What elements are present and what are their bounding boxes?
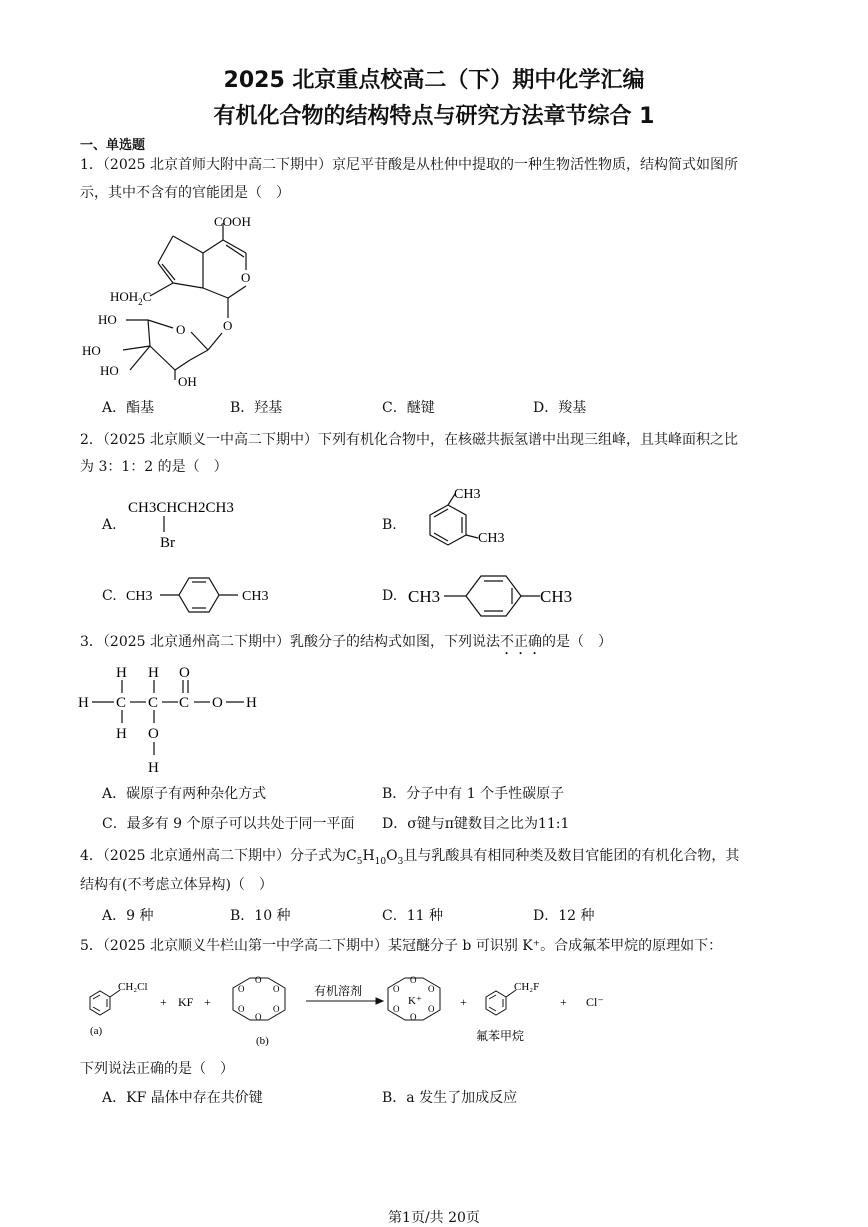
plus-2: +	[204, 995, 211, 1009]
page-subtitle: 有机化合物的结构特点与研究方法章节综合 1	[213, 104, 655, 129]
complex-o-3: O	[428, 984, 435, 994]
hoh2c-label: $HOH_2C$	[110, 289, 152, 307]
sugar-oxygen-label: O	[176, 322, 186, 337]
q4-option-a: A．9 种	[102, 908, 154, 924]
crown-o-3: O	[273, 984, 280, 994]
glycoside-oxygen-label: O	[223, 318, 233, 333]
complex-o-2: O	[410, 975, 417, 985]
k-plus-label: K⁺	[408, 995, 422, 1007]
q5-sub-stem: 下列说法正确的是（ ）	[80, 1061, 234, 1077]
q5-option-b: B．a 发生了加成反应	[382, 1090, 518, 1106]
plus-1: +	[160, 995, 167, 1009]
q3-option-b: B．分子中有 1 个手性碳原子	[382, 786, 565, 802]
q1-stem-line1: 1．（2025 北京首师大附中高二下期中）京尼平苷酸是从杜仲中提取的一种生物活性物质，结构简式如图所	[80, 157, 738, 173]
product-name-label: 氟苯甲烷	[476, 1029, 525, 1043]
c-3: C	[179, 695, 190, 711]
q5-reaction-scheme	[78, 962, 638, 1054]
q3-stem-pre: 3．（2025 北京通州高二下期中）乳酸分子的结构式如图，下列说法	[80, 634, 500, 650]
crown-o-2: O	[255, 975, 262, 985]
crown-b-label: (b)	[256, 1035, 269, 1047]
reactant-a-label: (a)	[90, 1025, 103, 1037]
q1-option-a: A．酯基	[102, 400, 155, 416]
q2-option-a-figure	[124, 492, 264, 552]
a-br: Br	[160, 535, 175, 551]
oh-label: OH	[178, 374, 197, 389]
ho-label-2: HO	[82, 343, 101, 358]
ho-label-1: HO	[98, 312, 117, 327]
q2-letter-a: A.	[102, 517, 117, 533]
q3-option-d: D．σ键与π键数目之比为11:1	[382, 816, 570, 832]
q1-structure-figure	[78, 208, 288, 393]
o-carbonyl: O	[179, 665, 190, 681]
q2-stem-line1: 2．（2025 北京顺义一中高二下期中）下列有机化合物中，在核磁共振氢谱中出现三组峰，且其峰面积之比	[80, 432, 738, 448]
q2-letter-b: B.	[382, 517, 397, 533]
q1-option-b: B．羟基	[230, 400, 283, 416]
b-ch3-right: CH3	[478, 531, 505, 546]
crown-o-5: O	[255, 1012, 262, 1022]
a-formula: CH3CHCH2CH3	[128, 500, 234, 516]
h-top-2: H	[148, 665, 159, 681]
h-left: H	[78, 695, 89, 711]
q3-option-a: A．碳原子有两种杂化方式	[102, 786, 267, 802]
cooh-label: COOH	[214, 214, 251, 229]
ho-label-3: HO	[100, 363, 119, 378]
h-top-1: H	[116, 665, 127, 681]
ch2f-label: CH₂F	[514, 981, 540, 993]
d-ch3-right: CH3	[540, 587, 573, 606]
o-acid: O	[212, 695, 223, 711]
q2-option-b-figure	[400, 482, 520, 562]
q3-stem-post: 的是（ ）	[542, 634, 612, 650]
h-right: H	[246, 695, 257, 711]
cl-minus-label: Cl⁻	[586, 995, 604, 1009]
q4-stem-line2: 结构有(不考虑立体异构)（ ）	[80, 877, 273, 893]
b-ch3-top: CH3	[454, 487, 481, 502]
ring-oxygen-label: O	[241, 270, 251, 285]
q2-letter-d: D.	[382, 588, 398, 604]
q4-option-c: C．11 种	[382, 908, 443, 924]
q3-stem	[80, 632, 612, 658]
c-1: C	[116, 695, 127, 711]
q4-option-d: D．12 种	[533, 908, 595, 924]
h-hydroxyl: H	[148, 760, 159, 776]
o-hydroxyl: O	[148, 726, 159, 742]
ch2cl-label: CH₂Cl	[118, 981, 148, 993]
section-label: 一、单选题	[80, 138, 146, 153]
q2-stem-line2: 为 3：1：2 的是（ ）	[80, 459, 228, 475]
page-footer: 第1页/共 20页	[388, 1210, 480, 1226]
q2-letter-c: C.	[102, 588, 117, 604]
crown-o-1: O	[238, 984, 245, 994]
q3-lactic-acid-figure	[78, 660, 278, 780]
c-ch3-right: CH3	[242, 589, 269, 604]
plus-3: +	[460, 995, 467, 1009]
q4-stem-line1: 4．（2025 北京通州高二下期中）分子式为$C_5H_{10}O_3$且与乳酸具有相同种类及数目官能团的有机化合物，其	[80, 848, 740, 867]
page-title: 2025 北京重点校高二（下）期中化学汇编	[223, 68, 645, 93]
d-ch3-left: CH3	[408, 587, 441, 606]
q1-option-d: D．羧基	[533, 400, 587, 416]
q1-stem-line2: 示，其中不含有的官能团是（ ）	[80, 185, 290, 201]
q1-option-c: C．醚键	[382, 400, 435, 416]
q2-option-d-figure	[406, 566, 581, 626]
q2-option-c-figure	[124, 568, 284, 623]
complex-o-5: O	[410, 1012, 417, 1022]
complex-o-1: O	[393, 984, 400, 994]
q3-option-c: C．最多有 9 个原子可以共处于同一平面	[102, 816, 355, 832]
q3-stem-emphasis: 不正确	[500, 634, 542, 650]
h-bottom-1: H	[116, 726, 127, 742]
crown-o-4: O	[238, 1004, 245, 1014]
c-ch3-left: CH3	[126, 589, 153, 604]
crown-o-6: O	[273, 1004, 280, 1014]
plus-4: +	[560, 995, 567, 1009]
q5-option-a: A．KF 晶体中存在共价键	[102, 1090, 263, 1106]
c-2: C	[148, 695, 159, 711]
solvent-label: 有机溶剂	[314, 984, 363, 998]
complex-o-6: O	[428, 1004, 435, 1014]
kf-label: KF	[178, 995, 194, 1009]
q5-stem: 5．（2025 北京顺义牛栏山第一中学高二下期中）某冠醚分子 b 可识别 K⁺。合成氟苯甲烷的原理如下：	[80, 938, 723, 954]
q4-option-b: B．10 种	[230, 908, 291, 924]
complex-o-4: O	[393, 1004, 400, 1014]
